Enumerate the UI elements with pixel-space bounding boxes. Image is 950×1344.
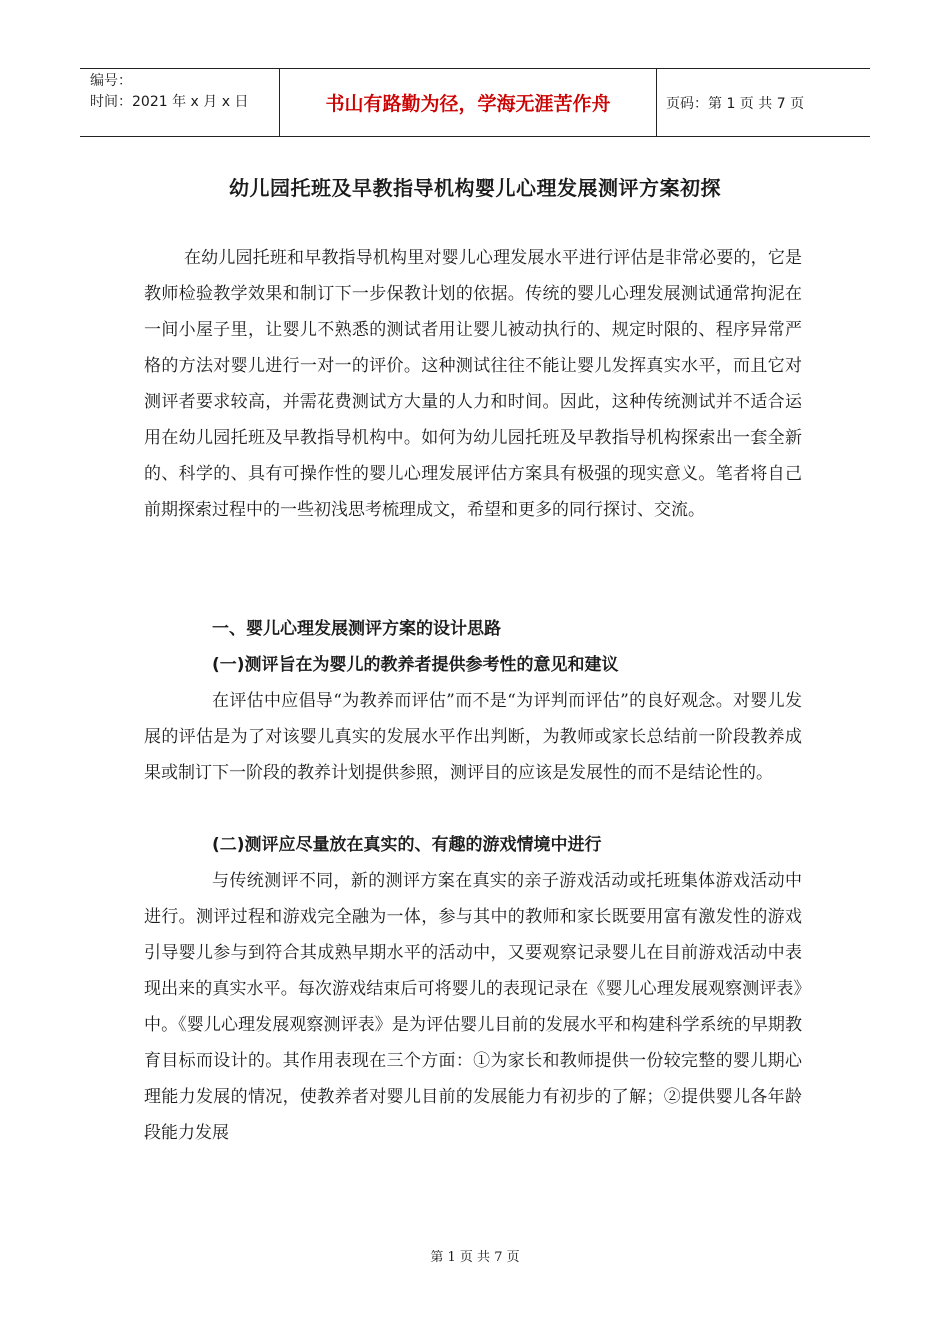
document-date: 时间：2021 年 x 月 x 日 [90,94,249,110]
page-footer: 第 1 页 共 7 页 [430,1250,520,1265]
intro-paragraph: 在幼儿园托班和早教指导机构里对婴儿心理发展水平进行评估是非常必要的，它是教师检验教学效果和制订下一步保教计划的依据。传统的婴儿心理发展测试通常拘泥在一间小屋子里，让婴儿不熟悉的测试者用让婴儿被动执行的、规定时限的、程序异常严格的方法对婴儿进行一对一的评价。这种测试往往不能让婴儿发挥真实水平，而且它对测评者要求较高，并需花费测试方大量的人力和时间。因此，这种传统测试并不适合运用在幼儿园托班及早教指导机构中。如何为幼儿园托班及早教指导机构探索出一套全新的、科学的、具有可操作性的婴儿心理发展评估方案具有极强的现实意义。笔者将自己前期探索过程中的一些初浅思考梳理成文，希望和更多的同行探讨、交流。 [144,248,802,520]
header-meta-cell [80,69,280,136]
subsection-heading-1: (一)测评旨在为婴儿的教养者提供参考性的意见和建议 [212,655,619,675]
document-header [80,68,870,137]
document-title: 幼儿园托班及早教指导机构婴儿心理发展测评方案初探 [229,176,721,200]
paragraph-1: 在评估中应倡导“为教养而评估”而不是“为评判而评估”的良好观念。对婴儿发展的评估是为了对该婴儿真实的发展水平作出判断，为教师或家长总结前一阶段教养成果或制订下一阶段的教养计划提供参照，测评目的应该是发展性的而不是结论性的。 [144,691,802,783]
paragraph-2: 与传统测评不同，新的测评方案在真实的亲子游戏活动或托班集体游戏活动中进行。测评过程和游戏完全融为一体，参与其中的教师和家长既要用富有激发性的游戏引导婴儿参与到符合其成熟早期水平的活动中，又要观察记录婴儿在目前游戏活动中表现出来的真实水平。每次游戏结束后可将婴儿的表现记录在《婴儿心理发展观察测评表》中。《婴儿心理发展观察测评表》是为评估婴儿目前的发展水平和构建科学系统的早期教育目标而设计的。其作用表现在三个方面：①为家长和教师提供一份较完整的婴儿期心理能力发展的情况，使教养者对婴儿目前的发展能力有初步的了解；②提供婴儿各年龄段能力发展 [144,871,802,1143]
header-motto: 书山有路勤为径，学海无涯苦作舟 [280,69,657,136]
section-heading-1: 一、婴儿心理发展测评方案的设计思路 [212,619,501,639]
subsection-heading-2: (二)测评应尽量放在真实的、有趣的游戏情境中进行 [212,835,602,855]
header-page-number: 页码：第 1 页 共 7 页 [666,95,805,112]
document-number: 编号： [90,73,132,89]
